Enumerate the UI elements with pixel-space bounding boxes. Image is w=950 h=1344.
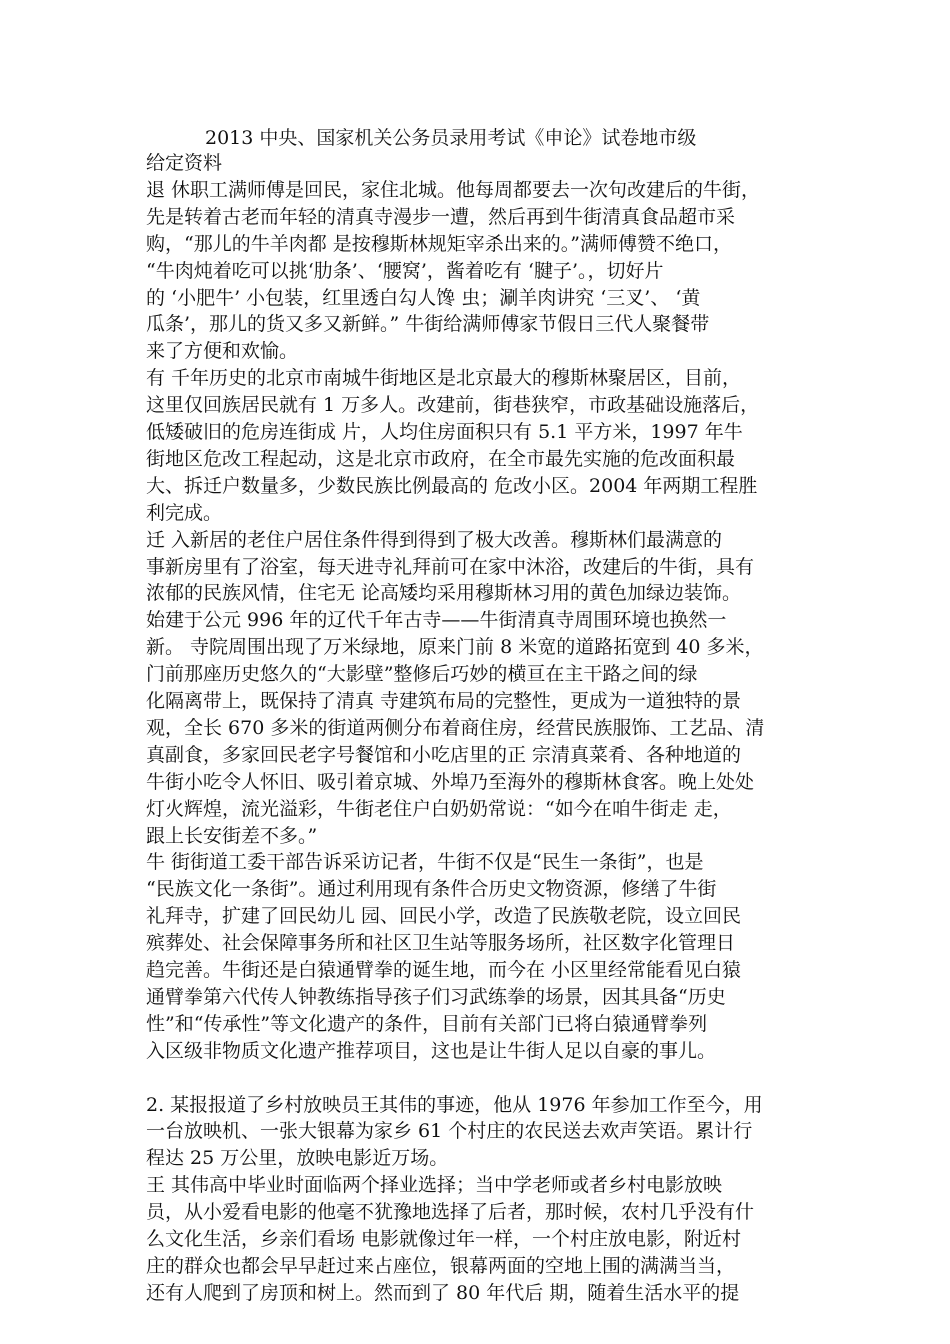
document-title: 2013 中央、国家机关公务员录用考试《申论》试卷地市级 [205, 127, 697, 149]
text-line: 殡葬处、社会保障事务所和社区卫生站等服务场所，社区数字化管理日 [146, 932, 736, 955]
text-line: 瓜条’，那儿的货又多又新鲜。” 牛街给满师傅家节假日三代人聚餐带 [146, 313, 710, 336]
text-line: 灯火辉煌，流光溢彩，牛街老住户白奶奶常说：“如今在咱牛街走 走， [146, 797, 732, 820]
text-line: “牛肉炖着吃可以挑‘肋条’、‘腰窝’，酱着吃有 ‘腱子’。，切好片 [146, 259, 664, 282]
text-line: 给定资料 [146, 152, 223, 174]
text-line: 庄的群众也都会早早赶过来占座位，银幕两面的空地上围的满满当当， [146, 1254, 736, 1277]
text-line: 街地区危改工程起动，这是北京市政府，在全市最先实施的危改面积最 [146, 447, 736, 470]
text-line: 入区级非物质文化遗产推荐项目，这也是让牛街人足以自豪的事儿。 [146, 1039, 717, 1062]
text-line: 来了方便和欢愉。 [146, 340, 299, 363]
text-line: 这里仅回族居民就有 1 万多人。改建前，街巷狭窄，市政基础设施落后， [146, 394, 760, 417]
text-line: 牛街小吃令人怀旧、吸引着京城、外埠乃至海外的穆斯林食客。晚上处处 [146, 770, 755, 793]
text-line: 先是转着古老而年轻的清真寺漫步一遭，然后再到牛街清真食品超市采 [146, 205, 736, 228]
text-line: 么文化生活，乡亲们看场 电影就像过年一样，一个村庄放电影，附近村 [146, 1228, 742, 1250]
text-line: 真副食，多家回民老字号餐馆和小吃店里的正 宗清真菜肴、各种地道的 [146, 743, 742, 766]
text-line: 有 千年历史的北京市南城牛街地区是北京最大的穆斯林聚居区，目前， [146, 367, 742, 390]
text-line: 通臂拳第六代传人钟教练指导孩子们习武练拳的场景，因其具备“历史 [146, 985, 726, 1008]
text-line: 浓郁的民族风情，住宅无 论高矮均采用穆斯林习用的黄色加绿边装饰。 [146, 582, 742, 605]
text-line: 性”和“传承性”等文化遗产的条件，目前有关部门已将白猿通臂拳列 [146, 1012, 708, 1035]
text-line: 礼拜寺，扩建了回民幼儿 园、回民小学，改造了民族敬老院，设立回民 [146, 905, 742, 928]
text-line: 始建于公元 996 年的辽代千年古寺——牛街清真寺周围环境也换然一 [146, 609, 727, 632]
text-line: 牛 街街道工委干部告诉采访记者，牛街不仅是“民生一条街”，也是 [146, 851, 704, 874]
text-line: 程达 25 万公里，放映电影近万场。 [146, 1147, 449, 1170]
text-line: 员，从小爱看电影的他毫不犹豫地选择了后者，那时候，农村几乎没有什 [146, 1201, 755, 1224]
text-line: 王 其伟高中毕业时面临两个择业选择；当中学老师或者乡村电影放映 [146, 1174, 723, 1197]
text-line: 趋完善。牛街还是白猿通臂拳的诞生地，而今在 小区里经常能看见白猿 [146, 959, 742, 981]
text-line: 还有人爬到了房顶和树上。然而到了 80 年代后 期，随着生活水平的提 [146, 1281, 740, 1304]
text-line: 迁 入新居的老住户居住条件得到得到了极大改善。穆斯林们最满意的 [146, 528, 723, 551]
text-line: 跟上长安街差不多。” [146, 824, 318, 847]
text-line: 大、拆迁户数量多，少数民族比例最高的 危改小区。2004 年两期工程胜 [146, 474, 758, 497]
text-line: 事新房里有了浴室，每天进寺礼拜前可在家中沐浴，改建后的牛街，具有 [146, 555, 755, 578]
text-line: 退 休职工满师傅是回民，家住北城。他每周都要去一次句改建后的牛街， [146, 178, 761, 201]
text-line: 门前那座历史悠久的“大影壁”整修后巧妙的横亘在主干路之间的绿 [146, 663, 698, 686]
text-line: 观，全长 670 多米的街道两侧分布着商住房，经营民族服饰、工艺品、清 [146, 716, 765, 739]
text-line: 一台放映机、一张大银幕为家乡 61 个村庄的农民送去欢声笑语。累计行 [146, 1120, 753, 1143]
text-line: 2. 某报报道了乡村放映员王其伟的事迹，他从 1976 年参加工作至今，用 [146, 1093, 763, 1116]
text-line: 新。 寺院周围出现了万米绿地，原来门前 8 米宽的道路拓宽到 40 多米， [146, 636, 764, 659]
text-line: 的 ‘小肥牛’ 小包装，红里透白勾人馋 虫；涮羊肉讲究 ‘三叉’、 ‘黄 [146, 286, 701, 309]
text-line: 低矮破旧的危房连街成 片，人均住房面积只有 5.1 平方米，1997 年牛 [146, 421, 743, 443]
text-line: 化隔离带上，既保持了清真 寺建筑布局的完整性，更成为一道独特的景 [146, 690, 742, 712]
text-line: “民族文化一条街”。通过利用现有条件合历史文物资源，修缮了牛街 [146, 878, 717, 901]
text-line: 购，“那儿的牛羊肉都 是按穆斯林规矩宰杀出来的。”满师傅赞不绝口， [146, 232, 732, 255]
text-line: 利完成。 [146, 501, 223, 524]
